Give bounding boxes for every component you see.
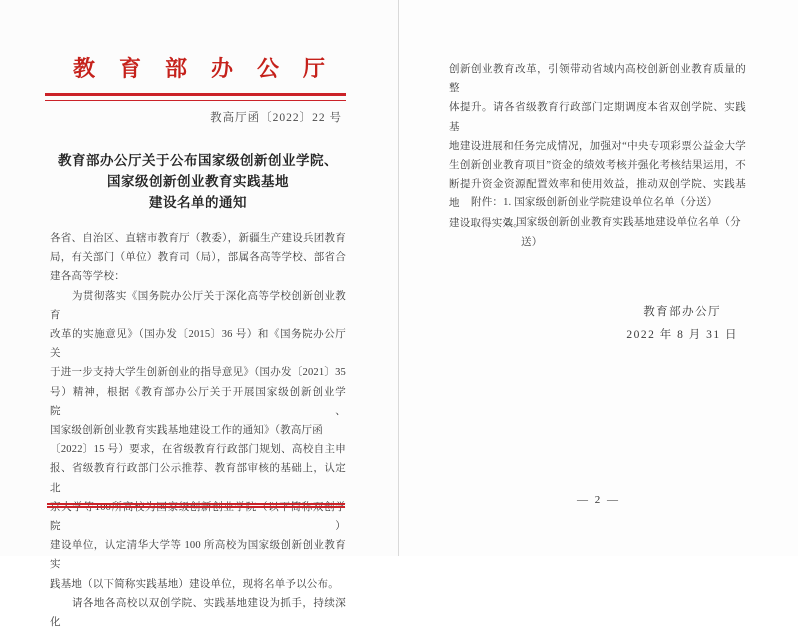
doc-title-line: 建设名单的通知 bbox=[149, 195, 247, 210]
body-line: 报、省级教育行政部门公示推荐、教育部审核的基础上，认定北 bbox=[50, 463, 346, 494]
attachment-line: 2. 国家级创新创业教育实践基地建设单位名单（分 bbox=[505, 217, 741, 228]
body-line: 于进一步支持大学生创新创业的指导意见》（国办发〔2021〕35 bbox=[50, 367, 346, 379]
body-line: 改革的实施意见》（国办发〔2015〕36 号）和《国务院办公厅关 bbox=[50, 329, 346, 360]
attachment-line: 附件：1. 国家级创新创业学院建设单位名单（分送） bbox=[471, 197, 718, 208]
agency-header: 教育部办公厅 bbox=[72, 56, 349, 81]
body-line: 创新创业教育改革，引领带动省域内高校创新创业教育质量的整 bbox=[449, 64, 746, 95]
footer-red-rule bbox=[47, 503, 345, 508]
body-line: 地建设进展和任务完成情况，加强对“中央专项彩票公益金大学 bbox=[449, 140, 746, 152]
page-number: — 2 — bbox=[577, 494, 620, 506]
body-line: 请各地各高校以双创学院、实践基地建设为抓手，持续深化 bbox=[50, 597, 346, 629]
body-line: 局，有关部门（单位）教育司（局），部属各高等学校、部省合 bbox=[50, 252, 346, 264]
body-line: 国家级创新创业教育实践基地建设工作的通知》（教高厅函 bbox=[50, 425, 323, 437]
body-line: 号）精神，根据《教育部办公厅关于开展国家级创新创业学院、 bbox=[50, 386, 346, 417]
signature-agency: 教育部办公厅 bbox=[643, 306, 722, 318]
body-line: 京大学等100所高校为国家级创新创业学院（以下简称双创学院） bbox=[50, 501, 346, 533]
page1-body bbox=[50, 229, 346, 632]
body-line: 生创新创业教育项目”资金的绩效考核并强化考核结果运用，不 bbox=[449, 160, 746, 172]
page-1 bbox=[0, 0, 399, 629]
doc-title bbox=[30, 150, 366, 213]
body-line: 为贯彻落实《国务院办公厅关于深化高等学校创新创业教育 bbox=[50, 290, 346, 321]
header-red-rule bbox=[45, 93, 346, 101]
body-line: 践基地（以下简称实践基地）建设单位，现将名单予以公布。 bbox=[50, 578, 339, 590]
body-line: 断提升资金资源配置效率和使用效益，推动双创学院、实践基地 bbox=[449, 179, 746, 210]
doc-number: 教高厅函〔2022〕22 号 bbox=[210, 112, 342, 124]
signature-block bbox=[626, 301, 738, 347]
body-line: 各省、自治区、直辖市教育厅（教委），新疆生产建设兵团教育 bbox=[50, 233, 346, 244]
attachment-line: 送） bbox=[521, 237, 543, 248]
signature-date: 2022 年 8 月 31 日 bbox=[626, 329, 738, 341]
page-2 bbox=[399, 0, 798, 556]
attachment-list bbox=[451, 193, 746, 253]
body-line: 〔2022〕15 号）要求，在省级教育行政部门规划、高校自主申 bbox=[50, 444, 346, 456]
doc-title-line: 国家级创新创业教育实践基地 bbox=[107, 174, 289, 189]
body-line: 建各高等学校： bbox=[50, 271, 125, 283]
body-line: 建设取得实效。 bbox=[449, 217, 524, 229]
doc-title-line: 教育部办公厅关于公布国家级创新创业学院、 bbox=[58, 153, 338, 168]
body-line: 体提升。请各省级教育行政部门定期调度本省双创学院、实践基 bbox=[449, 102, 746, 133]
body-line: 建设单位，认定清华大学等 100 所高校为国家级创新创业教育实 bbox=[50, 540, 346, 571]
